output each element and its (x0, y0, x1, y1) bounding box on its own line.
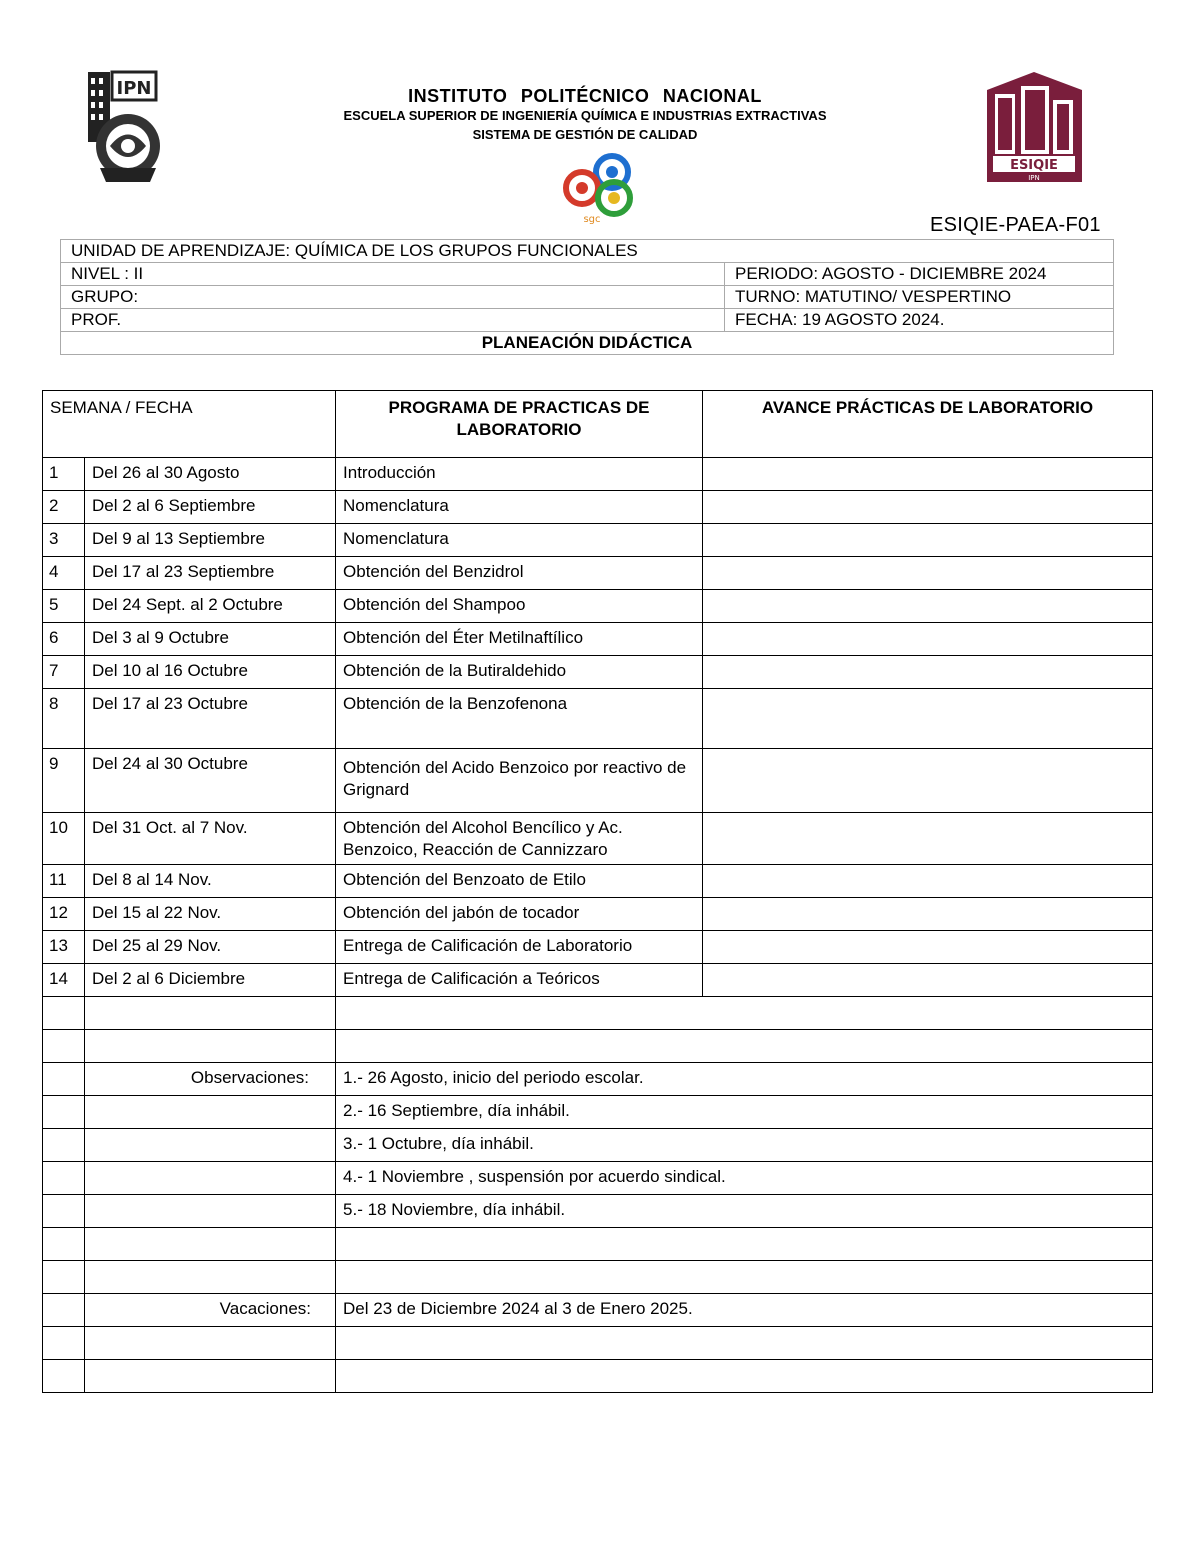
week-number: 12 (43, 898, 85, 931)
grupo: GRUPO: (61, 286, 725, 309)
practice-progress-cell (703, 623, 1153, 656)
table-row (43, 749, 1153, 813)
week-number: 5 (43, 590, 85, 623)
practice-progress-cell (703, 458, 1153, 491)
practice-name: Obtención del Benzidrol (336, 557, 703, 590)
fecha: FECHA: 19 AGOSTO 2024. (725, 309, 1114, 332)
table-row (43, 689, 1153, 749)
unidad-aprendizaje: UNIDAD DE APRENDIZAJE: QUÍMICA DE LOS GRUPOS FUNCIONALES (61, 240, 1114, 263)
profesor: PROF. (61, 309, 725, 332)
blank-cell (43, 1096, 85, 1129)
blank-cell (85, 1360, 336, 1393)
observacion-item: 3.- 1 Octubre, día inhábil. (336, 1129, 1153, 1162)
blank-cell (85, 1096, 336, 1129)
turno: TURNO: MATUTINO/ VESPERTINO (725, 286, 1114, 309)
table-row (43, 1129, 1153, 1162)
week-number: 13 (43, 931, 85, 964)
table-row (43, 865, 1153, 898)
course-info-row (61, 240, 1114, 263)
table-row (43, 1360, 1153, 1393)
practice-progress-cell (703, 557, 1153, 590)
practice-progress-cell (703, 524, 1153, 557)
blank-cell (336, 1261, 1153, 1294)
svg-text:IPN: IPN (1028, 174, 1040, 182)
lab-schedule-table (42, 390, 1153, 1393)
blank-cell (85, 997, 336, 1030)
table-row (43, 1096, 1153, 1129)
practice-progress-cell (703, 656, 1153, 689)
practice-name: Entrega de Calificación de Laboratorio (336, 931, 703, 964)
table-row (43, 1261, 1153, 1294)
practice-name: Nomenclatura (336, 524, 703, 557)
course-info-table (60, 239, 1114, 355)
week-dates: Del 9 al 13 Septiembre (85, 524, 336, 557)
blank-cell (43, 1195, 85, 1228)
week-dates: Del 2 al 6 Diciembre (85, 964, 336, 997)
table-row (43, 656, 1153, 689)
practice-progress-cell (703, 491, 1153, 524)
blank-cell (85, 1261, 336, 1294)
svg-text:IPN: IPN (116, 78, 152, 99)
table-row (43, 590, 1153, 623)
table-row (43, 964, 1153, 997)
week-dates: Del 17 al 23 Octubre (85, 689, 336, 749)
table-row (43, 557, 1153, 590)
blank-cell (43, 1261, 85, 1294)
blank-cell (43, 1162, 85, 1195)
week-number: 2 (43, 491, 85, 524)
practice-progress-cell (703, 964, 1153, 997)
blank-cell (85, 1228, 336, 1261)
observacion-item: 5.- 18 Noviembre, día inhábil. (336, 1195, 1153, 1228)
table-row (43, 524, 1153, 557)
table-row (43, 1228, 1153, 1261)
week-dates: Del 24 Sept. al 2 Octubre (85, 590, 336, 623)
observacion-item: 1.- 26 Agosto, inicio del periodo escolar. (336, 1063, 1153, 1096)
practice-name: Obtención del Éter Metilnaftílico (336, 623, 703, 656)
course-info-row (61, 286, 1114, 309)
blank-cell (85, 1030, 336, 1063)
blank-cell (336, 1360, 1153, 1393)
table-row (43, 458, 1153, 491)
table-row (43, 898, 1153, 931)
week-dates: Del 3 al 9 Octubre (85, 623, 336, 656)
course-info-row (61, 263, 1114, 286)
table-row (43, 1195, 1153, 1228)
blank-cell (43, 1228, 85, 1261)
observacion-item: 4.- 1 Noviembre , suspensión por acuerdo sindical. (336, 1162, 1153, 1195)
table-row (43, 997, 1153, 1030)
practice-name: Obtención de la Butiraldehido (336, 656, 703, 689)
svg-text:sgc: sgc (583, 214, 601, 225)
practice-name: Obtención del Shampoo (336, 590, 703, 623)
week-dates: Del 15 al 22 Nov. (85, 898, 336, 931)
blank-cell (43, 1063, 85, 1096)
header-programa: PROGRAMA DE PRACTICAS DE LABORATORIO (336, 391, 703, 458)
table-header-row (43, 391, 1153, 458)
week-dates: Del 24 al 30 Octubre (85, 749, 336, 813)
blank-cell (43, 1327, 85, 1360)
week-dates: Del 2 al 6 Septiembre (85, 491, 336, 524)
practice-name: Obtención del Benzoato de Etilo (336, 865, 703, 898)
practice-name: Obtención del Acido Benzoico por reactivo de Grignard (336, 749, 703, 813)
blank-cell (336, 997, 1153, 1030)
week-dates: Del 26 al 30 Agosto (85, 458, 336, 491)
table-row (43, 1327, 1153, 1360)
practice-progress-cell (703, 749, 1153, 813)
blank-cell (85, 1195, 336, 1228)
practice-progress-cell (703, 931, 1153, 964)
blank-cell (336, 1327, 1153, 1360)
svg-text:ESIQIE: ESIQIE (1010, 158, 1058, 173)
week-dates: Del 17 al 23 Septiembre (85, 557, 336, 590)
blank-cell (85, 1327, 336, 1360)
vacaciones-text: Del 23 de Diciembre 2024 al 3 de Enero 2025. (336, 1294, 1153, 1327)
blank-cell (43, 1030, 85, 1063)
week-dates: Del 25 al 29 Nov. (85, 931, 336, 964)
week-number: 14 (43, 964, 85, 997)
week-number: 8 (43, 689, 85, 749)
table-row (43, 813, 1153, 865)
table-row (43, 1162, 1153, 1195)
blank-cell (85, 1162, 336, 1195)
practice-progress-cell (703, 590, 1153, 623)
header-semana-fecha: SEMANA / FECHA (43, 391, 336, 458)
practice-name: Entrega de Calificación a Teóricos (336, 964, 703, 997)
week-number: 6 (43, 623, 85, 656)
practice-progress-cell (703, 898, 1153, 931)
week-number: 1 (43, 458, 85, 491)
blank-cell (336, 1228, 1153, 1261)
blank-cell (43, 997, 85, 1030)
nivel: NIVEL : II (61, 263, 725, 286)
week-dates: Del 31 Oct. al 7 Nov. (85, 813, 336, 865)
observaciones-label: Observaciones: (85, 1063, 336, 1096)
practice-name: Nomenclatura (336, 491, 703, 524)
practice-progress-cell (703, 813, 1153, 865)
periodo: PERIODO: AGOSTO - DICIEMBRE 2024 (725, 263, 1114, 286)
practice-progress-cell (703, 689, 1153, 749)
blank-cell (43, 1129, 85, 1162)
sgc-logo (560, 152, 640, 228)
planeacion-title: PLANEACIÓN DIDÁCTICA (61, 332, 1114, 355)
practice-name: Obtención del Alcohol Bencílico y Ac. Benzoico, Reacción de Cannizzaro (336, 813, 703, 865)
week-dates: Del 10 al 16 Octubre (85, 656, 336, 689)
institution-title: INSTITUTO POLITÉCNICO NACIONAL (408, 86, 762, 106)
table-row (43, 1030, 1153, 1063)
course-info-row (61, 332, 1114, 355)
table-row (43, 623, 1153, 656)
blank-cell (336, 1030, 1153, 1063)
practice-name: Obtención de la Benzofenona (336, 689, 703, 749)
week-number: 11 (43, 865, 85, 898)
practice-name: Obtención del jabón de tocador (336, 898, 703, 931)
practice-name: Introducción (336, 458, 703, 491)
week-number: 10 (43, 813, 85, 865)
practice-progress-cell (703, 865, 1153, 898)
table-row (43, 491, 1153, 524)
blank-cell (85, 1129, 336, 1162)
week-dates: Del 8 al 14 Nov. (85, 865, 336, 898)
observacion-item: 2.- 16 Septiembre, día inhábil. (336, 1096, 1153, 1129)
week-number: 9 (43, 749, 85, 813)
table-row (43, 1294, 1153, 1327)
lab-schedule-body (43, 391, 1153, 1393)
header-avance: AVANCE PRÁCTICAS DE LABORATORIO (703, 391, 1153, 458)
week-number: 7 (43, 656, 85, 689)
document-code: ESIQIE-PAEA-F01 (930, 214, 1101, 236)
blank-cell (43, 1294, 85, 1327)
vacaciones-label: Vacaciones: (85, 1294, 336, 1327)
week-number: 4 (43, 557, 85, 590)
course-info-row (61, 309, 1114, 332)
table-row (43, 1063, 1153, 1096)
quality-system-name: SISTEMA DE GESTIÓN DE CALIDAD (472, 127, 698, 142)
school-name: ESCUELA SUPERIOR DE INGENIERÍA QUÍMICA E INDUSTRIAS EXTRACTIVAS (343, 108, 827, 123)
table-row (43, 931, 1153, 964)
blank-cell (43, 1360, 85, 1393)
week-number: 3 (43, 524, 85, 557)
